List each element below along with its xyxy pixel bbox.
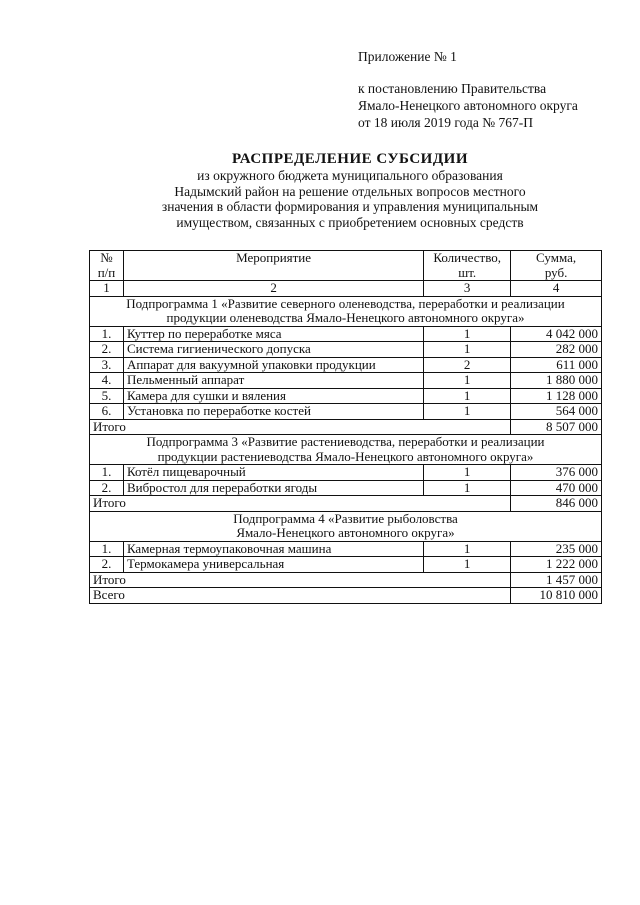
row-number: 2.	[90, 480, 124, 496]
row-sum: 376 000	[511, 465, 602, 481]
row-sum: 564 000	[511, 404, 602, 420]
row-sum: 1 222 000	[511, 557, 602, 573]
row-quantity: 1	[424, 465, 511, 481]
row-quantity: 1	[424, 388, 511, 404]
subtotal-row	[90, 496, 602, 512]
row-sum: 1 880 000	[511, 373, 602, 389]
subsidy-table	[89, 250, 602, 604]
subtotal-row	[90, 419, 602, 435]
table-row	[90, 404, 602, 420]
table-row	[90, 465, 602, 481]
table-row	[90, 541, 602, 557]
subprogram-title-line: продукции оленеводства Ямало-Ненецкого автономного округа»	[166, 310, 525, 325]
row-quantity: 1	[424, 480, 511, 496]
row-sum: 470 000	[511, 480, 602, 496]
header-sum: Сумма, руб.	[511, 251, 602, 281]
subprogram-title-line: продукции растениеводства Ямало-Ненецкого автономного округа»	[157, 448, 534, 464]
subprogram-title	[90, 435, 602, 465]
row-quantity: 1	[424, 326, 511, 342]
annex-label: Приложение № 1	[358, 49, 457, 64]
row-item-name: Камерная термоупаковочная машина	[123, 541, 423, 557]
subtotal-row	[90, 572, 602, 588]
row-number: 3.	[90, 357, 124, 373]
row-item-name: Вибростол для переработки ягоды	[123, 480, 423, 496]
table-row	[90, 357, 602, 373]
column-number-row	[90, 281, 602, 297]
subprogram-title	[90, 511, 602, 541]
row-number: 1.	[90, 465, 124, 481]
subtitle-line: из окружного бюджета муниципального образования	[197, 168, 503, 183]
row-number: 6.	[90, 404, 124, 420]
subprogram-title	[90, 296, 602, 326]
row-item-name: Аппарат для вакуумной упаковки продукции	[123, 357, 423, 373]
row-number: 2.	[90, 557, 124, 573]
row-item-name: Котёл пищеварочный	[123, 465, 423, 481]
subprogram-row	[90, 511, 602, 541]
title-block	[60, 150, 640, 230]
subprogram-row	[90, 435, 602, 465]
subtitle-line: имуществом, связанных с приобретением основных средств	[176, 214, 524, 230]
table-row	[90, 557, 602, 573]
table-header-row	[90, 251, 602, 281]
row-sum: 282 000	[511, 342, 602, 358]
row-sum: 611 000	[511, 357, 602, 373]
row-quantity: 1	[424, 342, 511, 358]
row-number: 2.	[90, 342, 124, 358]
row-number: 1.	[90, 541, 124, 557]
annex-resolution: к постановлению Правительства	[358, 81, 547, 96]
table-row	[90, 326, 602, 342]
column-number: 4	[511, 281, 602, 297]
annex-government: Ямало-Ненецкого автономного округа	[358, 98, 578, 113]
row-quantity: 1	[424, 373, 511, 389]
grand-total-value: 10 810 000	[511, 588, 602, 604]
row-quantity: 1	[424, 541, 511, 557]
grand-total-row	[90, 588, 602, 604]
row-sum: 4 042 000	[511, 326, 602, 342]
table-row	[90, 388, 602, 404]
subtotal-value: 846 000	[511, 496, 602, 512]
subprogram-title-line: Подпрограмма 3 «Развитие растениеводства, переработки и реализации	[146, 434, 545, 449]
subtotal-label: Итого	[90, 419, 511, 435]
row-item-name: Установка по переработке костей	[123, 404, 423, 420]
row-number: 1.	[90, 326, 124, 342]
row-number: 4.	[90, 373, 124, 389]
column-number: 1	[90, 281, 124, 297]
column-number: 2	[123, 281, 423, 297]
row-quantity: 1	[424, 404, 511, 420]
table-row	[90, 342, 602, 358]
row-number: 5.	[90, 388, 124, 404]
header-event: Мероприятие	[123, 251, 423, 281]
row-quantity: 1	[424, 557, 511, 573]
subtotal-value: 8 507 000	[511, 419, 602, 435]
subtotal-label: Итого	[90, 572, 511, 588]
row-quantity: 2	[424, 357, 511, 373]
subtitle-line: Надымский район на решение отдельных вопросов местного	[174, 183, 526, 199]
subprogram-title-line: Подпрограмма 1 «Развитие северного оленеводства, переработки и реализации	[126, 295, 565, 311]
row-item-name: Пельменный аппарат	[123, 373, 423, 389]
header-num: № п/п	[90, 251, 124, 281]
subprogram-title-line: Подпрограмма 4 «Развитие рыболовства	[233, 510, 458, 526]
annex-date: от 18 июля 2019 года № 767-П	[358, 115, 533, 130]
subprogram-title-line: Ямало-Ненецкого автономного округа»	[236, 525, 455, 540]
row-item-name: Куттер по переработке мяса	[123, 326, 423, 342]
row-item-name: Камера для сушки и вяления	[123, 388, 423, 404]
row-item-name: Термокамера универсальная	[123, 557, 423, 573]
annex-block	[358, 48, 578, 131]
subtotal-label: Итого	[90, 496, 511, 512]
header-qty: Количество, шт.	[424, 251, 511, 281]
row-sum: 235 000	[511, 541, 602, 557]
document-title: РАСПРЕДЕЛЕНИЕ СУБСИДИИ	[231, 151, 468, 167]
table-row	[90, 480, 602, 496]
subtitle-line: значения в области формирования и управления муниципальным	[161, 199, 539, 214]
row-sum: 1 128 000	[511, 388, 602, 404]
column-number: 3	[424, 281, 511, 297]
row-item-name: Система гигиенического допуска	[123, 342, 423, 358]
table-row	[90, 373, 602, 389]
grand-total-label: Всего	[90, 588, 511, 604]
subprogram-row	[90, 296, 602, 326]
subtotal-value: 1 457 000	[511, 572, 602, 588]
